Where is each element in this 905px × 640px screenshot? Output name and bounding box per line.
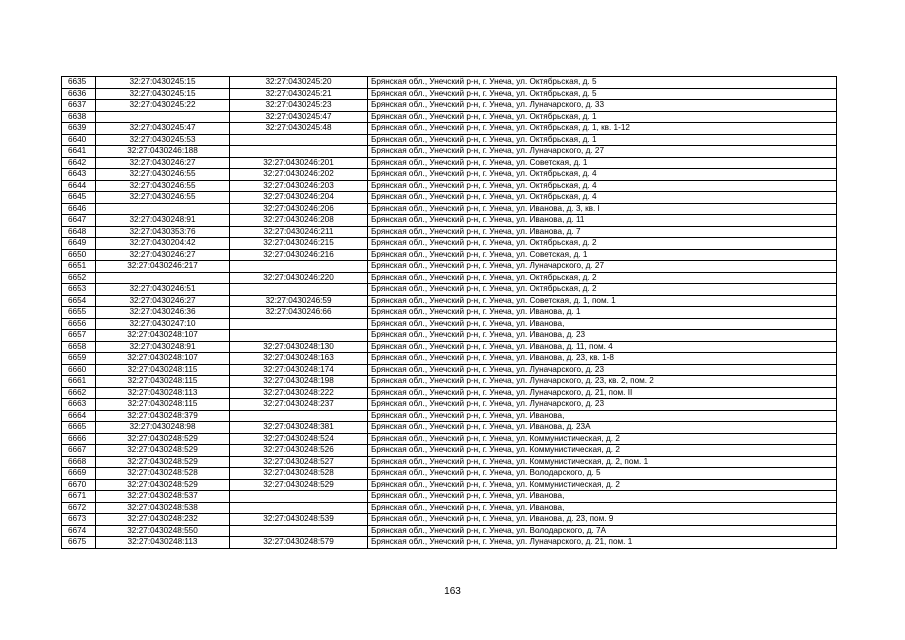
row-number-cell: 6646 [62, 203, 96, 215]
table-row [62, 146, 837, 158]
row-number-cell: 6660 [62, 364, 96, 376]
related-cadastral-number-cell: 32:27:0430246:206 [230, 203, 368, 215]
row-number-cell: 6672 [62, 502, 96, 514]
related-cadastral-number-cell: 32:27:0430248:579 [230, 537, 368, 549]
cadastral-number-cell: 32:27:0430246:27 [96, 249, 230, 261]
related-cadastral-number-cell: 32:27:0430248:539 [230, 514, 368, 526]
table-row [62, 502, 837, 514]
table-row [62, 445, 837, 457]
row-number-cell: 6636 [62, 88, 96, 100]
row-number-cell: 6658 [62, 341, 96, 353]
cadastral-number-cell: 32:27:0430353:76 [96, 226, 230, 238]
address-cell: Брянская обл., Унечский р-н, г. Унеча, ул. Иванова, д. 23, пом. 9 [368, 514, 837, 526]
row-number-cell: 6641 [62, 146, 96, 158]
table-row [62, 433, 837, 445]
table-row [62, 353, 837, 365]
cadastral-number-cell: 32:27:0430246:36 [96, 307, 230, 319]
cadastral-number-cell: 32:27:0430245:15 [96, 77, 230, 89]
table-row [62, 514, 837, 526]
table-row [62, 77, 837, 89]
related-cadastral-number-cell [230, 146, 368, 158]
related-cadastral-number-cell: 32:27:0430248:163 [230, 353, 368, 365]
address-cell: Брянская обл., Унечский р-н, г. Унеча, ул. Луначарского, д. 33 [368, 100, 837, 112]
related-cadastral-number-cell: 32:27:0430246:59 [230, 295, 368, 307]
address-cell: Брянская обл., Унечский р-н, г. Унеча, ул. Коммунистическая, д. 2 [368, 445, 837, 457]
table-row [62, 330, 837, 342]
table-row [62, 111, 837, 123]
cadastral-number-cell [96, 272, 230, 284]
table-row [62, 272, 837, 284]
row-number-cell: 6651 [62, 261, 96, 273]
related-cadastral-number-cell: 32:27:0430248:526 [230, 445, 368, 457]
row-number-cell: 6649 [62, 238, 96, 250]
row-number-cell: 6657 [62, 330, 96, 342]
row-number-cell: 6669 [62, 468, 96, 480]
table-row [62, 399, 837, 411]
address-cell: Брянская обл., Унечский р-н, г. Унеча, ул. Советская, д. 1, пом. 1 [368, 295, 837, 307]
table-row [62, 456, 837, 468]
cadastral-number-cell: 32:27:0430248:107 [96, 330, 230, 342]
cadastral-number-cell: 32:27:0430248:115 [96, 399, 230, 411]
row-number-cell: 6648 [62, 226, 96, 238]
related-cadastral-number-cell: 32:27:0430248:528 [230, 468, 368, 480]
row-number-cell: 6647 [62, 215, 96, 227]
related-cadastral-number-cell [230, 330, 368, 342]
table-row [62, 123, 837, 135]
address-cell: Брянская обл., Унечский р-н, г. Унеча, ул. Володарского, д. 5 [368, 468, 837, 480]
address-cell: Брянская обл., Унечский р-н, г. Унеча, ул. Коммунистическая, д. 2 [368, 433, 837, 445]
table-row [62, 134, 837, 146]
row-number-cell: 6674 [62, 525, 96, 537]
table-row [62, 203, 837, 215]
related-cadastral-number-cell: 32:27:0430248:381 [230, 422, 368, 434]
cadastral-number-cell: 32:27:0430248:550 [96, 525, 230, 537]
cadastral-number-cell: 32:27:0430248:529 [96, 445, 230, 457]
cadastral-table [61, 76, 837, 549]
row-number-cell: 6642 [62, 157, 96, 169]
address-cell: Брянская обл., Унечский р-н, г. Унеча, ул. Октябрьская, д. 2 [368, 238, 837, 250]
table-row [62, 387, 837, 399]
table-row [62, 169, 837, 181]
related-cadastral-number-cell: 32:27:0430246:220 [230, 272, 368, 284]
address-cell: Брянская обл., Унечский р-н, г. Унеча, ул. Октябрьская, д. 2 [368, 272, 837, 284]
related-cadastral-number-cell: 32:27:0430248:524 [230, 433, 368, 445]
cadastral-number-cell: 32:27:0430246:51 [96, 284, 230, 296]
row-number-cell: 6656 [62, 318, 96, 330]
address-cell: Брянская обл., Унечский р-н, г. Унеча, ул. Иванова, [368, 502, 837, 514]
row-number-cell: 6663 [62, 399, 96, 411]
row-number-cell: 6665 [62, 422, 96, 434]
row-number-cell: 6666 [62, 433, 96, 445]
row-number-cell: 6667 [62, 445, 96, 457]
row-number-cell: 6659 [62, 353, 96, 365]
address-cell: Брянская обл., Унечский р-н, г. Унеча, ул. Иванова, д. 11 [368, 215, 837, 227]
related-cadastral-number-cell: 32:27:0430246:201 [230, 157, 368, 169]
cadastral-number-cell: 32:27:0430248:232 [96, 514, 230, 526]
address-cell: Брянская обл., Унечский р-н, г. Унеча, ул. Луначарского, д. 27 [368, 146, 837, 158]
cadastral-number-cell: 32:27:0430248:537 [96, 491, 230, 503]
table-row [62, 238, 837, 250]
cadastral-number-cell: 32:27:0430245:53 [96, 134, 230, 146]
row-number-cell: 6643 [62, 169, 96, 181]
table-row [62, 295, 837, 307]
cadastral-number-cell: 32:27:0430248:529 [96, 479, 230, 491]
address-cell: Брянская обл., Унечский р-н, г. Унеча, ул. Луначарского, д. 23, кв. 2, пом. 2 [368, 376, 837, 388]
related-cadastral-number-cell [230, 134, 368, 146]
cadastral-number-cell: 32:27:0430246:188 [96, 146, 230, 158]
address-cell: Брянская обл., Унечский р-н, г. Унеча, ул. Иванова, д. 3, кв. I [368, 203, 837, 215]
cadastral-number-cell: 32:27:0430248:91 [96, 215, 230, 227]
address-cell: Брянская обл., Унечский р-н, г. Унеча, ул. Советская, д. 1 [368, 249, 837, 261]
table-body [62, 77, 837, 549]
address-cell: Брянская обл., Унечский р-н, г. Унеча, ул. Октябрьская, д. 5 [368, 88, 837, 100]
address-cell: Брянская обл., Унечский р-н, г. Унеча, ул. Луначарского, д. 23 [368, 364, 837, 376]
address-cell: Брянская обл., Унечский р-н, г. Унеча, ул. Октябрьская, д. 2 [368, 284, 837, 296]
cadastral-number-cell: 32:27:0430245:15 [96, 88, 230, 100]
row-number-cell: 6650 [62, 249, 96, 261]
address-cell: Брянская обл., Унечский р-н, г. Унеча, ул. Октябрьская, д. 1 [368, 111, 837, 123]
related-cadastral-number-cell: 32:27:0430246:211 [230, 226, 368, 238]
cadastral-number-cell: 32:27:0430248:528 [96, 468, 230, 480]
address-cell: Брянская обл., Унечский р-н, г. Унеча, ул. Октябрьская, д. 1, кв. 1-12 [368, 123, 837, 135]
address-cell: Брянская обл., Унечский р-н, г. Унеча, ул. Иванова, [368, 491, 837, 503]
table-row [62, 491, 837, 503]
cadastral-number-cell: 32:27:0430248:107 [96, 353, 230, 365]
cadastral-number-cell: 32:27:0430248:113 [96, 537, 230, 549]
cadastral-number-cell: 32:27:0430248:98 [96, 422, 230, 434]
related-cadastral-number-cell [230, 261, 368, 273]
table-row [62, 284, 837, 296]
row-number-cell: 6661 [62, 376, 96, 388]
row-number-cell: 6640 [62, 134, 96, 146]
cadastral-number-cell: 32:27:0430246:55 [96, 169, 230, 181]
table-row [62, 249, 837, 261]
related-cadastral-number-cell [230, 318, 368, 330]
cadastral-number-cell: 32:27:0430246:27 [96, 157, 230, 169]
address-cell: Брянская обл., Унечский р-н, г. Унеча, ул. Луначарского, д. 21, пом. II [368, 387, 837, 399]
cadastral-number-cell: 32:27:0430248:538 [96, 502, 230, 514]
row-number-cell: 6638 [62, 111, 96, 123]
page-number: 163 [444, 586, 461, 597]
cadastral-number-cell: 32:27:0430246:217 [96, 261, 230, 273]
row-number-cell: 6653 [62, 284, 96, 296]
related-cadastral-number-cell: 32:27:0430246:202 [230, 169, 368, 181]
row-number-cell: 6662 [62, 387, 96, 399]
related-cadastral-number-cell [230, 525, 368, 537]
cadastral-number-cell: 32:27:0430248:91 [96, 341, 230, 353]
address-cell: Брянская обл., Унечский р-н, г. Унеча, ул. Коммунистическая, д. 2, пом. 1 [368, 456, 837, 468]
address-cell: Брянская обл., Унечский р-н, г. Унеча, ул. Октябрьская, д. 1 [368, 134, 837, 146]
cadastral-number-cell: 32:27:0430248:113 [96, 387, 230, 399]
address-cell: Брянская обл., Унечский р-н, г. Унеча, ул. Октябрьская, д. 4 [368, 169, 837, 181]
related-cadastral-number-cell: 32:27:0430248:237 [230, 399, 368, 411]
address-cell: Брянская обл., Унечский р-н, г. Унеча, ул. Иванова, [368, 410, 837, 422]
related-cadastral-number-cell [230, 410, 368, 422]
cadastral-number-cell: 32:27:0430248:115 [96, 376, 230, 388]
table-row [62, 192, 837, 204]
address-cell: Брянская обл., Унечский р-н, г. Унеча, ул. Володарского, д. 7А [368, 525, 837, 537]
address-cell: Брянская обл., Унечский р-н, г. Унеча, ул. Советская, д. 1 [368, 157, 837, 169]
row-number-cell: 6645 [62, 192, 96, 204]
cadastral-number-cell: 32:27:0430245:47 [96, 123, 230, 135]
cadastral-number-cell: 32:27:0430247:10 [96, 318, 230, 330]
related-cadastral-number-cell: 32:27:0430245:23 [230, 100, 368, 112]
address-cell: Брянская обл., Унечский р-н, г. Унеча, ул. Луначарского, д. 21, пом. 1 [368, 537, 837, 549]
table-row [62, 318, 837, 330]
table-row [62, 180, 837, 192]
table-row [62, 157, 837, 169]
row-number-cell: 6673 [62, 514, 96, 526]
table-row [62, 422, 837, 434]
address-cell: Брянская обл., Унечский р-н, г. Унеча, ул. Иванова, д. 11, пом. 4 [368, 341, 837, 353]
related-cadastral-number-cell [230, 502, 368, 514]
table-row [62, 468, 837, 480]
address-cell: Брянская обл., Унечский р-н, г. Унеча, ул. Коммунистическая, д. 2 [368, 479, 837, 491]
related-cadastral-number-cell: 32:27:0430245:48 [230, 123, 368, 135]
cadastral-number-cell: 32:27:0430204:42 [96, 238, 230, 250]
row-number-cell: 6675 [62, 537, 96, 549]
row-number-cell: 6639 [62, 123, 96, 135]
table-row [62, 376, 837, 388]
row-number-cell: 6668 [62, 456, 96, 468]
related-cadastral-number-cell: 32:27:0430248:527 [230, 456, 368, 468]
row-number-cell: 6654 [62, 295, 96, 307]
related-cadastral-number-cell: 32:27:0430248:198 [230, 376, 368, 388]
address-cell: Брянская обл., Унечский р-н, г. Унеча, ул. Иванова, д. 1 [368, 307, 837, 319]
address-cell: Брянская обл., Унечский р-н, г. Унеча, ул. Иванова, д. 23А [368, 422, 837, 434]
table-row [62, 215, 837, 227]
row-number-cell: 6671 [62, 491, 96, 503]
row-number-cell: 6670 [62, 479, 96, 491]
address-cell: Брянская обл., Унечский р-н, г. Унеча, ул. Октябрьская, д. 4 [368, 192, 837, 204]
row-number-cell: 6637 [62, 100, 96, 112]
table-row [62, 100, 837, 112]
address-cell: Брянская обл., Унечский р-н, г. Унеча, ул. Иванова, [368, 318, 837, 330]
table-row [62, 226, 837, 238]
related-cadastral-number-cell: 32:27:0430248:222 [230, 387, 368, 399]
related-cadastral-number-cell: 32:27:0430246:208 [230, 215, 368, 227]
row-number-cell: 6635 [62, 77, 96, 89]
table-row [62, 307, 837, 319]
related-cadastral-number-cell [230, 284, 368, 296]
table-row [62, 537, 837, 549]
related-cadastral-number-cell: 32:27:0430246:204 [230, 192, 368, 204]
row-number-cell: 6652 [62, 272, 96, 284]
table-row [62, 261, 837, 273]
address-cell: Брянская обл., Унечский р-н, г. Унеча, ул. Иванова, д. 23, кв. 1-8 [368, 353, 837, 365]
address-cell: Брянская обл., Унечский р-н, г. Унеча, ул. Иванова, д. 23 [368, 330, 837, 342]
cadastral-number-cell: 32:27:0430248:529 [96, 433, 230, 445]
cadastral-number-cell: 32:27:0430246:27 [96, 295, 230, 307]
related-cadastral-number-cell: 32:27:0430248:529 [230, 479, 368, 491]
address-cell: Брянская обл., Унечский р-н, г. Унеча, ул. Октябрьская, д. 5 [368, 77, 837, 89]
table-row [62, 525, 837, 537]
related-cadastral-number-cell: 32:27:0430248:130 [230, 341, 368, 353]
related-cadastral-number-cell: 32:27:0430246:215 [230, 238, 368, 250]
cadastral-number-cell: 32:27:0430248:529 [96, 456, 230, 468]
address-cell: Брянская обл., Унечский р-н, г. Унеча, ул. Луначарского, д. 23 [368, 399, 837, 411]
row-number-cell: 6655 [62, 307, 96, 319]
address-cell: Брянская обл., Унечский р-н, г. Унеча, ул. Октябрьская, д. 4 [368, 180, 837, 192]
related-cadastral-number-cell: 32:27:0430246:203 [230, 180, 368, 192]
related-cadastral-number-cell: 32:27:0430245:47 [230, 111, 368, 123]
cadastral-number-cell [96, 203, 230, 215]
table-row [62, 479, 837, 491]
related-cadastral-number-cell [230, 491, 368, 503]
related-cadastral-number-cell: 32:27:0430246:216 [230, 249, 368, 261]
table-row [62, 410, 837, 422]
cadastral-number-cell: 32:27:0430246:55 [96, 180, 230, 192]
table-row [62, 364, 837, 376]
cadastral-number-cell [96, 111, 230, 123]
table-row [62, 341, 837, 353]
related-cadastral-number-cell: 32:27:0430246:66 [230, 307, 368, 319]
cadastral-number-cell: 32:27:0430248:115 [96, 364, 230, 376]
cadastral-number-cell: 32:27:0430245:22 [96, 100, 230, 112]
related-cadastral-number-cell: 32:27:0430248:174 [230, 364, 368, 376]
row-number-cell: 6644 [62, 180, 96, 192]
related-cadastral-number-cell: 32:27:0430245:20 [230, 77, 368, 89]
address-cell: Брянская обл., Унечский р-н, г. Унеча, ул. Луначарского, д. 27 [368, 261, 837, 273]
row-number-cell: 6664 [62, 410, 96, 422]
address-cell: Брянская обл., Унечский р-н, г. Унеча, ул. Иванова, д. 7 [368, 226, 837, 238]
cadastral-number-cell: 32:27:0430248:379 [96, 410, 230, 422]
related-cadastral-number-cell: 32:27:0430245:21 [230, 88, 368, 100]
table-row [62, 88, 837, 100]
cadastral-number-cell: 32:27:0430246:55 [96, 192, 230, 204]
